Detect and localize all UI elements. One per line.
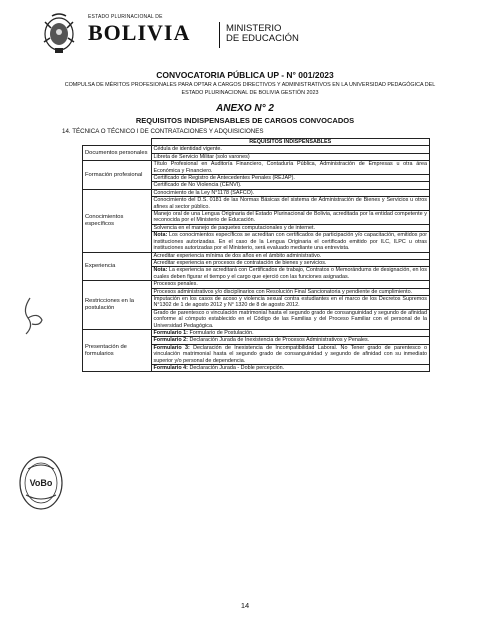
requirement-text: Procesos penales.	[153, 281, 198, 288]
table-corner-cell	[83, 139, 152, 146]
requirement-cell	[151, 232, 430, 252]
requirement-cell	[151, 211, 430, 225]
requirement-text: Certificado de Registro de Antecedentes Penales (REJAP).	[153, 175, 295, 182]
requirement-text: Cédula de identidad vigente.	[153, 146, 222, 153]
table-header-row	[83, 139, 430, 146]
requirement-cell	[151, 365, 430, 372]
requirement-cell	[151, 182, 430, 189]
requirement-cell	[151, 281, 430, 288]
header-divider	[219, 22, 220, 48]
category-cell: Conocimientos específicos	[83, 189, 152, 252]
requirement-cell	[151, 197, 430, 211]
requirement-label: Nota:	[153, 232, 168, 239]
requirement-cell	[151, 344, 430, 364]
requirement-label: Nota:	[153, 267, 168, 274]
anexo-title: ANEXO N° 2	[216, 103, 274, 114]
requirement-cell	[151, 161, 430, 175]
requirement-text: La experiencia se acreditará con Certificados de trabajo, Contratos o Memorándums de designación, en los cuales deben figurar el tiempo y el cargo que ejerció con las funciones asignadas.	[153, 267, 427, 280]
table-row	[83, 281, 430, 288]
requirement-cell	[151, 146, 430, 153]
requirement-cell	[151, 267, 430, 281]
requirement-text: Acreditar experiencia en procesos de contratación de bienes y servicios.	[153, 259, 327, 266]
requirement-cell	[151, 329, 430, 336]
convocatoria-subtitle: COMPULSA DE MÉRITOS PROFESIONALES PARA OPTAR A CARGOS DIRECTIVOS Y ADMINISTRATIVOS EN LA UNIVERSIDAD PEDAGÓGICA DEL ESTADO PLURINACIONAL DE BOLIVIA GESTIÓN 2023	[64, 82, 436, 96]
category-cell: Experiencia	[83, 252, 152, 281]
requirement-text: Conocimiento del D.S. 0181 de las Normas Básicas del sistema de Administración de Bienes y Servicios u otros afines al sector público.	[153, 197, 427, 210]
anexo-subtitle: REQUISITOS INDISPENSABLES DE CARGOS CONVOCADOS	[135, 116, 355, 125]
requirement-text: Libreta de Servicio Militar (solo varones)	[153, 153, 250, 160]
table-row	[83, 252, 430, 259]
requirement-cell	[151, 288, 430, 295]
stamp-initials: VoBo	[29, 478, 53, 488]
requirements-body	[83, 146, 430, 372]
requirement-label: Formulario 1:	[153, 329, 188, 336]
section-heading: 14. TÉCNICA O TÉCNICO I DE CONTRATACIONES Y ADQUISICIONES	[62, 128, 264, 135]
requirement-cell	[151, 153, 430, 160]
requirement-cell	[151, 189, 430, 196]
requirement-text: Declaración de Inexistencia de Incompatibilidad Laboral. No Tener grado de parentesco o vinculación matrimonial hasta el segundo grado de consanguinidad y segundo de afinidad con su inmediato superior y/o personal de dependencia.	[153, 344, 427, 364]
requirement-label: Formulario 4:	[153, 365, 188, 371]
requirement-text: Acreditar experiencia mínima de dos años en el ámbito administrativo.	[153, 252, 322, 259]
table-row	[83, 146, 430, 153]
requirement-text: Declaración Jurada - Doble percepción.	[187, 365, 285, 371]
category-cell: Presentación de formularios	[83, 329, 152, 371]
requirement-cell	[151, 259, 430, 266]
requirement-cell	[151, 309, 430, 329]
page-number: 14	[240, 601, 250, 610]
requirement-text: Procesos administrativos y/o disciplinarios con Resolución Final Sancionatoria y pendiente de cumplimiento.	[153, 288, 413, 295]
requirement-text: Manejo oral de una Lengua Originaria del Estado Plurinacional de Bolivia, acreditada por la entidad competente y reconocida por el Ministerio de Educación.	[153, 211, 427, 224]
ministry-name	[226, 24, 299, 44]
country-name: BOLIVIA	[88, 20, 191, 45]
requirement-text: Formulario de Postulación.	[187, 329, 254, 336]
requirement-text: Declaración Jurada de Inexistencia de Procesos Administrativos y Penales.	[187, 337, 370, 344]
table-row	[83, 329, 430, 336]
requirement-cell	[151, 175, 430, 182]
table-header: REQUISITOS INDISPENSABLES	[151, 139, 430, 146]
category-cell: Formación profesional	[83, 161, 152, 190]
convocatoria-title: CONVOCATORIA PÚBLICA UP - N° 001/2023	[156, 70, 334, 80]
requirement-text: Imputación en los casos de acoso y violencia sexual contra estudiantes en el marco de los Decretos Supremos N°1302 de 1 de agosto 2012 y N° 1320 de 8 de agosto 2012.	[153, 295, 427, 309]
table-row	[83, 161, 430, 175]
requirement-text: Conocimiento de la Ley N°1178 (SAFCO).	[153, 189, 255, 196]
requirement-cell	[151, 337, 430, 344]
ministry-line-2: DE EDUCACIÓN	[226, 33, 299, 44]
requirement-cell	[151, 295, 430, 309]
requirement-text: Los conocimientos específicos se acreditan con certificados de participación y/o capacitación, emitidos por instituciones autorizadas. En el caso de la Lengua Originaria el certificado emitido por ILC, ILPC u otras instituciones autorizadas por el Ministerio, será evaluado mediante una entrevista.	[153, 232, 427, 252]
approval-stamp-icon	[18, 455, 64, 511]
requirements-table	[82, 138, 430, 372]
state-line: ESTADO PLURINACIONAL DE	[88, 14, 163, 20]
requirement-label: Formulario 2:	[153, 337, 188, 344]
handwritten-signature-icon	[18, 296, 48, 336]
category-cell: Documentos personales	[83, 146, 152, 161]
table-row	[83, 189, 430, 196]
requirement-text: Certificado de No Violencia (CENVI).	[153, 182, 242, 189]
requirement-text: Solvencia en el manejo de paquetes computacionales y de internet.	[153, 224, 316, 231]
bolivia-coat-of-arms-icon	[40, 12, 78, 56]
letterhead	[40, 12, 460, 60]
requirement-text: Grado de parentesco o vinculación matrimonial hasta el segundo grado de consanguinidad y segundo de afinidad conforme al cómputo establecido en el Código de las Familias y del Proceso Familiar con el personal de la Universidad Pedagógica.	[153, 309, 427, 329]
requirement-label: Formulario 3:	[153, 344, 190, 351]
requirement-cell	[151, 224, 430, 231]
category-cell: Restricciones en la postulación	[83, 281, 152, 330]
requirement-text: Título Profesional en Auditoría Financiero, Contaduría Pública, Administración de Empresas u otra área Económica y Financiero.	[153, 161, 427, 174]
requirement-cell	[151, 252, 430, 259]
ministry-line-1: MINISTERIO	[226, 23, 282, 34]
